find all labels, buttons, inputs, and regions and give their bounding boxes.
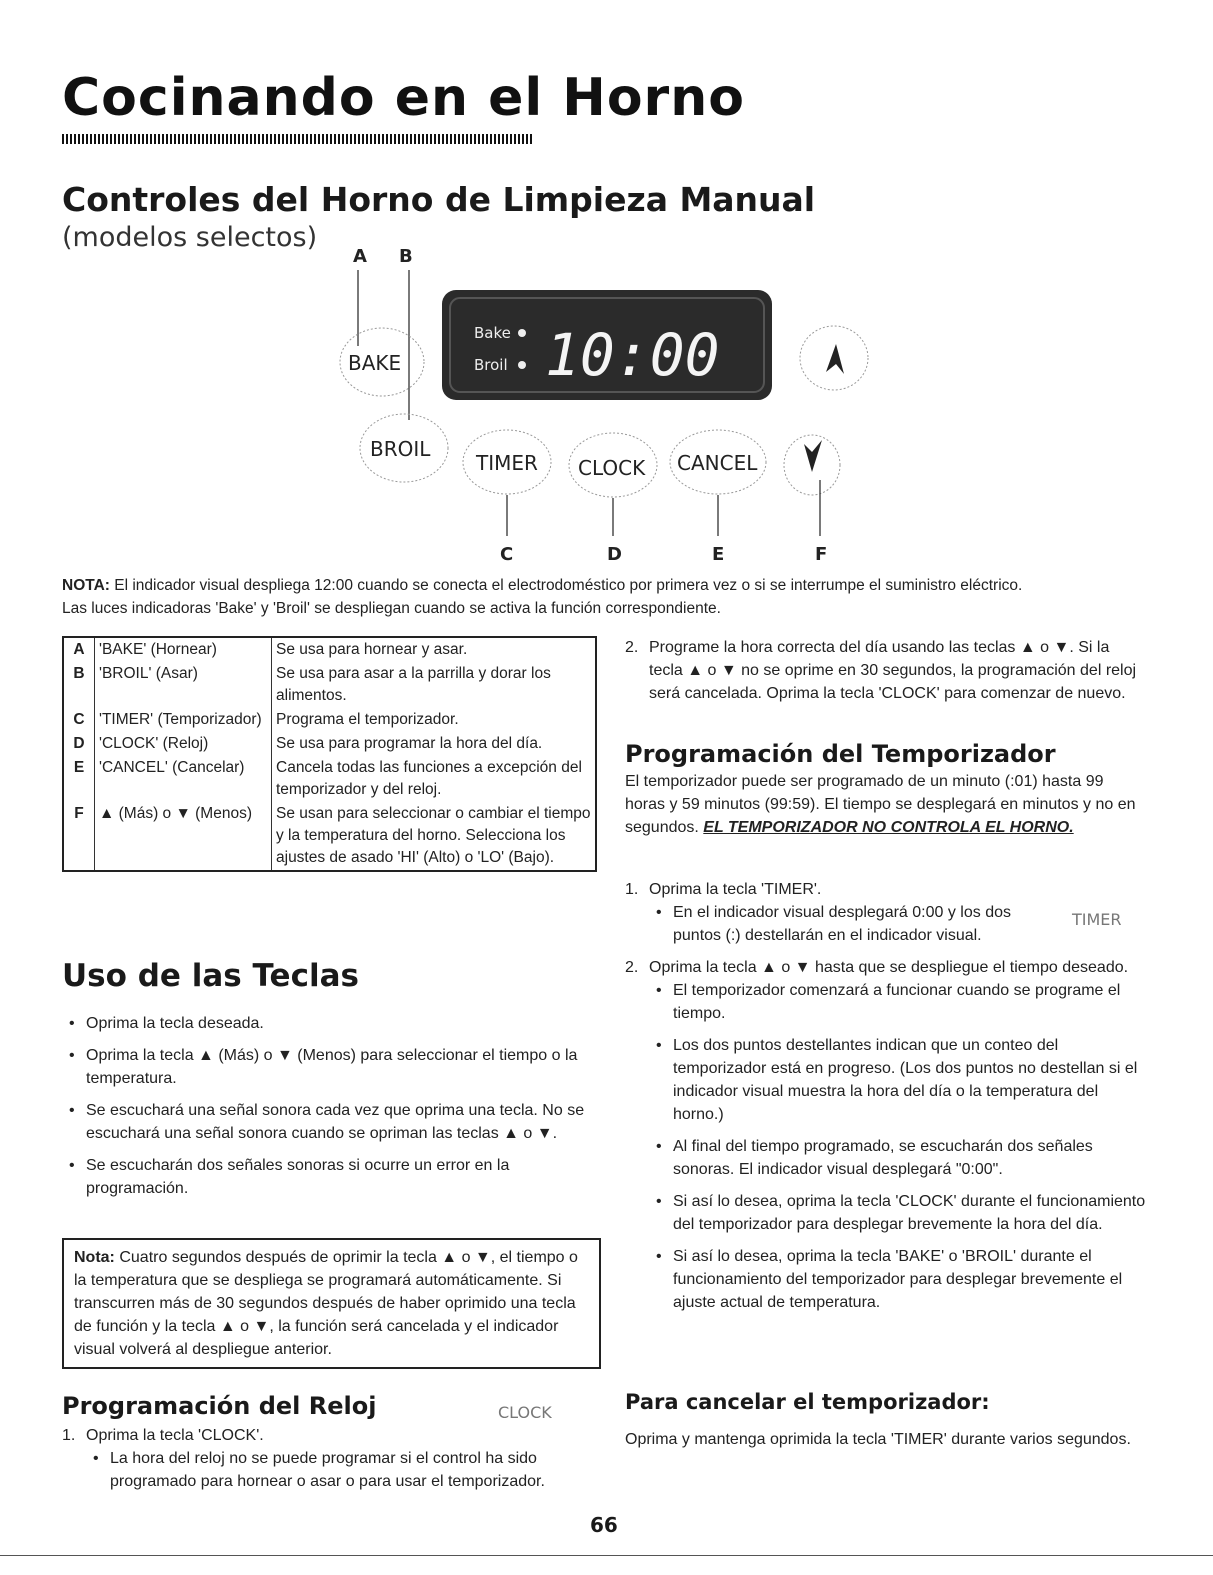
title-underline bbox=[62, 134, 534, 144]
nota-text: Cuatro segundos después de oprimir la tecla ▲ o ▼, el tiempo o la temperatura que se despliega se programará automáticamente. Si transcurren más de 30 segundos después de haber oprimido una tecla de función y la tecla ▲ o ▼, la función será cancelada y el indicador visual volverá al despliegue anterior. bbox=[74, 1249, 578, 1358]
key-function-table bbox=[62, 636, 597, 872]
list-item: • Se escucharán dos señales sonoras si ocurre un error en la programación. bbox=[62, 1154, 597, 1200]
broil-indicator: Broil bbox=[474, 356, 508, 374]
cancel-key: CANCEL bbox=[677, 451, 758, 475]
list-item: • El temporizador comenzará a funcionar cuando se programe el tiempo. bbox=[649, 979, 1150, 1025]
section-subtitle: (modelos selectos) bbox=[62, 222, 318, 253]
section-title: Controles del Horno de Limpieza Manual bbox=[62, 180, 816, 219]
reloj-step-2 bbox=[625, 636, 1145, 705]
footer-rule bbox=[0, 1555, 1213, 1556]
table-row: F ▲ (Más) o ▼ (Menos) Se usan para seleccionar o cambiar el tiempo y la temperatura del horno. Selecciona los ajustes de asado 'HI' (Alto) o 'LO' (Bajo). bbox=[63, 802, 596, 871]
display-time: 10:00 bbox=[545, 321, 720, 389]
top-note-label: NOTA: bbox=[62, 577, 110, 594]
timer-key: TIMER bbox=[476, 451, 538, 475]
table-row: E 'CANCEL' (Cancelar) Cancela todas las funciones a excepción del temporizador y del reloj. bbox=[63, 756, 596, 802]
diagram-letter-a: A bbox=[353, 246, 367, 267]
timer-key-icon: TIMER bbox=[1072, 910, 1122, 929]
list-item: 1. Oprima la tecla 'CLOCK'. • La hora del reloj no se puede programar si el control ha sido programado para hornear o asar o para usar el temporizador. bbox=[62, 1424, 602, 1493]
list-item: • Oprima la tecla ▲ (Más) o ▼ (Menos) para seleccionar el tiempo o la temperatura. bbox=[62, 1044, 597, 1090]
diagram-letter-c: C bbox=[500, 544, 514, 565]
page-title: Cocinando en el Horno bbox=[62, 68, 745, 128]
nota-label: Nota: bbox=[74, 1249, 115, 1266]
uso-list bbox=[62, 1012, 597, 1209]
temporizador-warning: EL TEMPORIZADOR NO CONTROLA EL HORNO. bbox=[703, 819, 1074, 836]
top-note-line1: El indicador visual despliega 12:00 cuando se conecta el electrodoméstico por primera vez o si se interrumpe el suministro eléctrico. bbox=[114, 577, 1023, 594]
list-item: • En el indicador visual desplegará 0:00 y los dos puntos (:) destellarán en el indicador visual. bbox=[649, 901, 1049, 947]
diagram-letter-e: E bbox=[712, 544, 725, 565]
page-number: 66 bbox=[590, 1513, 618, 1537]
diagram-letter-d: D bbox=[607, 544, 622, 565]
list-item: • Si así lo desea, oprima la tecla 'CLOCK' durante el funcionamiento del temporizador para desplegar brevemente la hora del día. bbox=[649, 1190, 1150, 1236]
table-row: C 'TIMER' (Temporizador) Programa el temporizador. bbox=[63, 708, 596, 732]
reloj-steps bbox=[62, 1424, 602, 1502]
uso-title: Uso de las Teclas bbox=[62, 958, 359, 994]
temporizador-intro: El temporizador puede ser programado de un minuto (:01) hasta 99 horas y 59 minutos (99:59). El tiempo se desplegará en minutos y no en segundos. EL TEMPORIZADOR NO CONTROLA EL HORNO. bbox=[625, 773, 1136, 836]
bake-indicator: Bake bbox=[474, 324, 511, 342]
list-item: 2. Oprima la tecla ▲ o ▼ hasta que se despliegue el tiempo deseado. • El temporizador comenzará a funcionar cuando se programe el tiempo. • Los dos puntos destellantes indican que un conteo del temporizador está en progreso. (Los dos puntos no destellan si el indicador visual muestra la hora del día o la temperatura del horno.) • Al final del tiempo programado, se escucharán dos señales sonoras. El indicador visual desplegará "0:00". • Si así lo desea, oprima la tecla 'CLOCK' durante el funcionamiento del temporizador para desplegar brevemente la hora del día. • Si así lo desea, oprima la tecla 'BAKE' o 'BROIL' durante el funcionamiento del temporizador para desplegar brevemente el ajuste actual de temperatura. bbox=[625, 956, 1150, 1314]
list-item: 2. Programe la hora correcta del día usando las teclas ▲ o ▼. Si la tecla ▲ o ▼ no se oprime en 30 segundos, la programación del reloj será cancelada. Oprima la tecla 'CLOCK' para comenzar de nuevo. bbox=[625, 639, 1137, 702]
diagram-letter-f: F bbox=[815, 544, 828, 565]
list-item: 1. Oprima la tecla 'TIMER'. • En el indicador visual desplegará 0:00 y los dos puntos (:) destellarán en el indicador visual. bbox=[625, 878, 1150, 947]
table-row: D 'CLOCK' (Reloj) Se usa para programar la hora del día. bbox=[63, 732, 596, 756]
nota-box bbox=[62, 1238, 601, 1369]
top-note bbox=[62, 574, 1162, 620]
list-item: • Se escuchará una señal sonora cada vez que oprima una tecla. No se escuchará una señal sonora cuando se opriman las teclas ▲ o ▼. bbox=[62, 1099, 597, 1145]
table-row: B 'BROIL' (Asar) Se usa para asar a la parrilla y dorar los alimentos. bbox=[63, 662, 596, 708]
broil-key: BROIL bbox=[370, 437, 431, 461]
bake-key: BAKE bbox=[348, 351, 402, 375]
up-arrow-icon bbox=[826, 344, 844, 374]
cancel-title: Para cancelar el temporizador: bbox=[625, 1390, 990, 1414]
top-note-line2: Las luces indicadoras 'Bake' y 'Broil' se despliegan cuando se activa la función correspondiente. bbox=[62, 600, 721, 617]
reloj-title: Programación del Reloj bbox=[62, 1392, 377, 1420]
clock-key: CLOCK bbox=[578, 456, 646, 480]
clock-key-icon: CLOCK bbox=[498, 1403, 552, 1422]
list-item: • Al final del tiempo programado, se escucharán dos señales sonoras. El indicador visual desplegará "0:00". bbox=[649, 1135, 1150, 1181]
down-arrow-icon bbox=[804, 440, 822, 472]
temporizador-title: Programación del Temporizador bbox=[625, 740, 1056, 768]
list-item: • Oprima la tecla deseada. bbox=[62, 1012, 597, 1035]
cancel-text: Oprima y mantenga oprimida la tecla 'TIMER' durante varios segundos. bbox=[625, 1431, 1131, 1448]
list-item: • Los dos puntos destellantes indican que un conteo del temporizador está en progreso. (Los dos puntos no destellan si el indicador visual muestra la hora del día o la temperatura del horno.) bbox=[649, 1034, 1150, 1126]
temporizador-steps bbox=[625, 878, 1150, 1323]
list-item: • Si así lo desea, oprima la tecla 'BAKE' o 'BROIL' durante el funcionamiento del temporizador para desplegar brevemente el ajuste actual de temperatura. bbox=[649, 1245, 1150, 1314]
list-item: • La hora del reloj no se puede programar si el control ha sido programado para hornear o asar o para usar el temporizador. bbox=[86, 1447, 602, 1493]
control-panel-diagram bbox=[300, 240, 900, 570]
table-row: A 'BAKE' (Hornear) Se usa para hornear y asar. bbox=[63, 637, 596, 662]
diagram-letter-b: B bbox=[399, 246, 413, 267]
